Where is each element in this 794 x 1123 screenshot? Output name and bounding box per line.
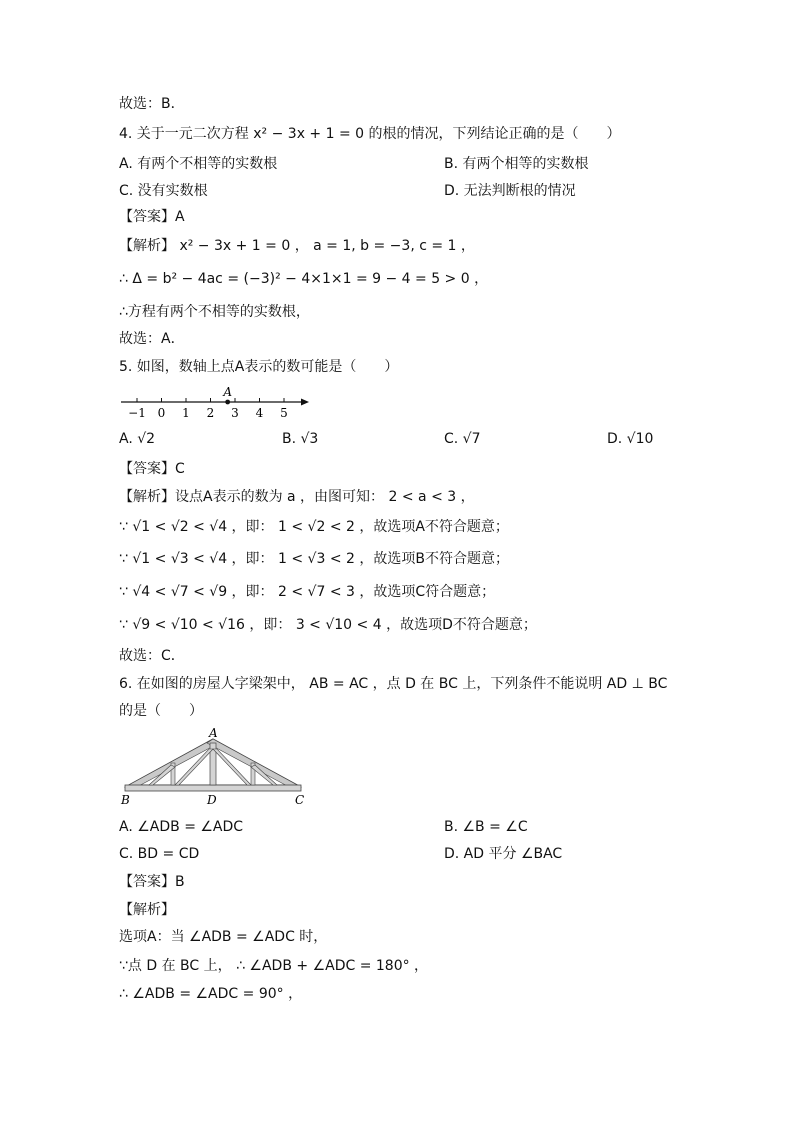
conclusion-line: 故选：B． bbox=[119, 96, 185, 112]
q4-option-a: A. 有两个不相等的实数根 bbox=[119, 156, 278, 172]
analysis-4-discriminant: ∴ Δ = b² − 4ac = (−3)² − 4×1×1 = 9 − 4 = 5 > 0 ， bbox=[119, 271, 489, 287]
arrow-right-icon bbox=[301, 399, 309, 406]
tick-label: 3 bbox=[231, 406, 239, 420]
tick-label: −1 bbox=[128, 406, 146, 420]
point-a-label: A bbox=[223, 385, 232, 399]
analysis-4: 【解析】 x² − 3x + 1 = 0 ， a = 1, b = −3, c = 1 ， bbox=[119, 238, 475, 254]
q5-option-a: A. √2 bbox=[119, 431, 156, 447]
tick-label: 0 bbox=[157, 406, 166, 420]
answer-6: 【答案】B bbox=[119, 874, 185, 890]
analysis-5-option-c: ∵ √4 < √7 < √9 ，即： 2 < √7 < 3 ，故选项C符合题意； bbox=[119, 584, 496, 600]
analysis-6-option-a: 选项A：当 ∠ADB = ∠ADC 时， bbox=[119, 929, 328, 945]
answer-4: 【答案】A bbox=[119, 209, 185, 225]
question-6-continued: 的是（ ） bbox=[119, 703, 203, 719]
answer-5: 【答案】C bbox=[119, 461, 185, 477]
analysis-5-option-d: ∵ √9 < √10 < √16 ，即： 3 < √10 < 4 ，故选项D不符合题意； bbox=[119, 617, 537, 633]
q4-option-c: C. 没有实数根 bbox=[119, 183, 208, 199]
tick-label: 1 bbox=[182, 406, 190, 420]
question-4: 4. 关于一元二次方程 x² − 3x + 1 = 0 的根的情况，下列结论正确的是（ ） bbox=[119, 126, 621, 142]
q5-option-d: D. √10 bbox=[607, 431, 654, 447]
analysis-5: 【解析】设点A表示的数为 a ，由图可知： 2 < a < 3 ， bbox=[119, 489, 475, 505]
question-5: 5. 如图，数轴上点A表示的数可能是（ ） bbox=[119, 359, 399, 375]
q6-option-c: C. BD = CD bbox=[119, 846, 200, 862]
q6-option-b: B. ∠B = ∠C bbox=[444, 819, 528, 835]
q5-option-c: C. √7 bbox=[444, 431, 481, 447]
tick-label: 2 bbox=[206, 406, 215, 420]
analysis-6-step: ∵点 D 在 BC 上， ∴ ∠ADB + ∠ADC = 180° ， bbox=[119, 958, 429, 974]
truss-label-d: D bbox=[207, 793, 217, 807]
truss-label-a: A bbox=[209, 726, 218, 740]
tick-label: 4 bbox=[255, 406, 264, 420]
point-a bbox=[225, 400, 230, 405]
analysis-4-conclusion: ∴方程有两个不相等的实数根， bbox=[119, 304, 310, 320]
tick-label: 5 bbox=[280, 406, 288, 420]
analysis-6: 【解析】 bbox=[119, 902, 175, 918]
analysis-5-option-b: ∵ √1 < √3 < √4 ，即： 1 < √3 < 2 ，故选项B不符合题意； bbox=[119, 551, 509, 567]
question-6: 6. 在如图的房屋人字梁架中， AB = AC ，点 D 在 BC 上，下列条件不能说明 AD ⊥ BC bbox=[119, 676, 668, 692]
conclusion-line: 故选：A． bbox=[119, 331, 185, 347]
q4-option-b: B. 有两个相等的实数根 bbox=[444, 156, 589, 172]
analysis-5-option-a: ∵ √1 < √2 < √4 ，即： 1 < √2 < 2 ，故选项A不符合题意； bbox=[119, 519, 509, 535]
truss-label-b: B bbox=[121, 793, 130, 807]
q4-option-d: D. 无法判断根的情况 bbox=[444, 183, 576, 199]
truss-figure bbox=[119, 725, 319, 810]
q6-option-a: A. ∠ADB = ∠ADC bbox=[119, 819, 244, 835]
q6-option-d: D. AD 平分 ∠BAC bbox=[444, 846, 563, 862]
q5-option-b: B. √3 bbox=[282, 431, 319, 447]
truss-label-c: C bbox=[295, 793, 305, 807]
number-line-figure bbox=[119, 382, 319, 422]
analysis-6-result: ∴ ∠ADB = ∠ADC = 90° ， bbox=[119, 986, 303, 1002]
conclusion-line: 故选：C． bbox=[119, 648, 185, 664]
